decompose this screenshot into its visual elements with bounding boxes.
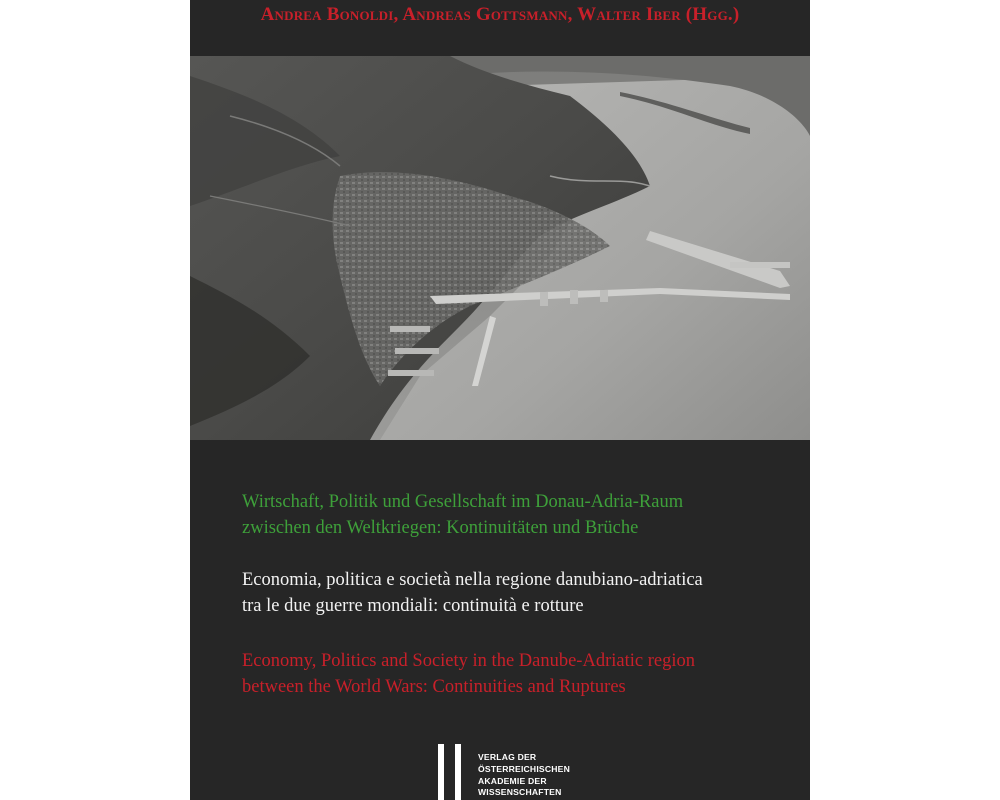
title-italian-line-2: tra le due guerre mondiali: continuità e rotture <box>242 596 584 616</box>
title-german-line-1: Wirtschaft, Politik und Gesellschaft im Donau-Adria-Raum <box>242 492 684 512</box>
book-cover <box>190 0 810 800</box>
title-english <box>242 648 802 700</box>
publisher-line-1: VERLAG DER <box>478 752 537 762</box>
cover-photo-aerial-harbor <box>190 56 810 440</box>
editors-line: Andrea Bonoldi, Andreas Gottsmann, Walter Iber (Hgg.) <box>260 4 740 25</box>
title-english-line-2: between the World Wars: Continuities and Ruptures <box>242 677 626 697</box>
logo-bar-left <box>438 744 444 800</box>
publisher-line-3: AKADEMIE DER <box>478 775 547 786</box>
publisher-name <box>478 752 570 799</box>
logo-bar-right <box>455 744 461 800</box>
title-italian <box>242 567 802 619</box>
title-english-line-1: Economy, Politics and Society in the Danube-Adriatic region <box>242 651 695 671</box>
title-german-line-2: zwischen den Weltkriegen: Kontinuitäten und Brüche <box>242 518 639 538</box>
title-german <box>242 489 802 541</box>
publisher-line-2: ÖSTERREICHISCHEN <box>478 763 571 774</box>
title-italian-line-1: Economia, politica e società nella regione danubiano-adriatica <box>242 570 703 590</box>
publisher-line-4: WISSENSCHAFTEN <box>478 787 562 798</box>
